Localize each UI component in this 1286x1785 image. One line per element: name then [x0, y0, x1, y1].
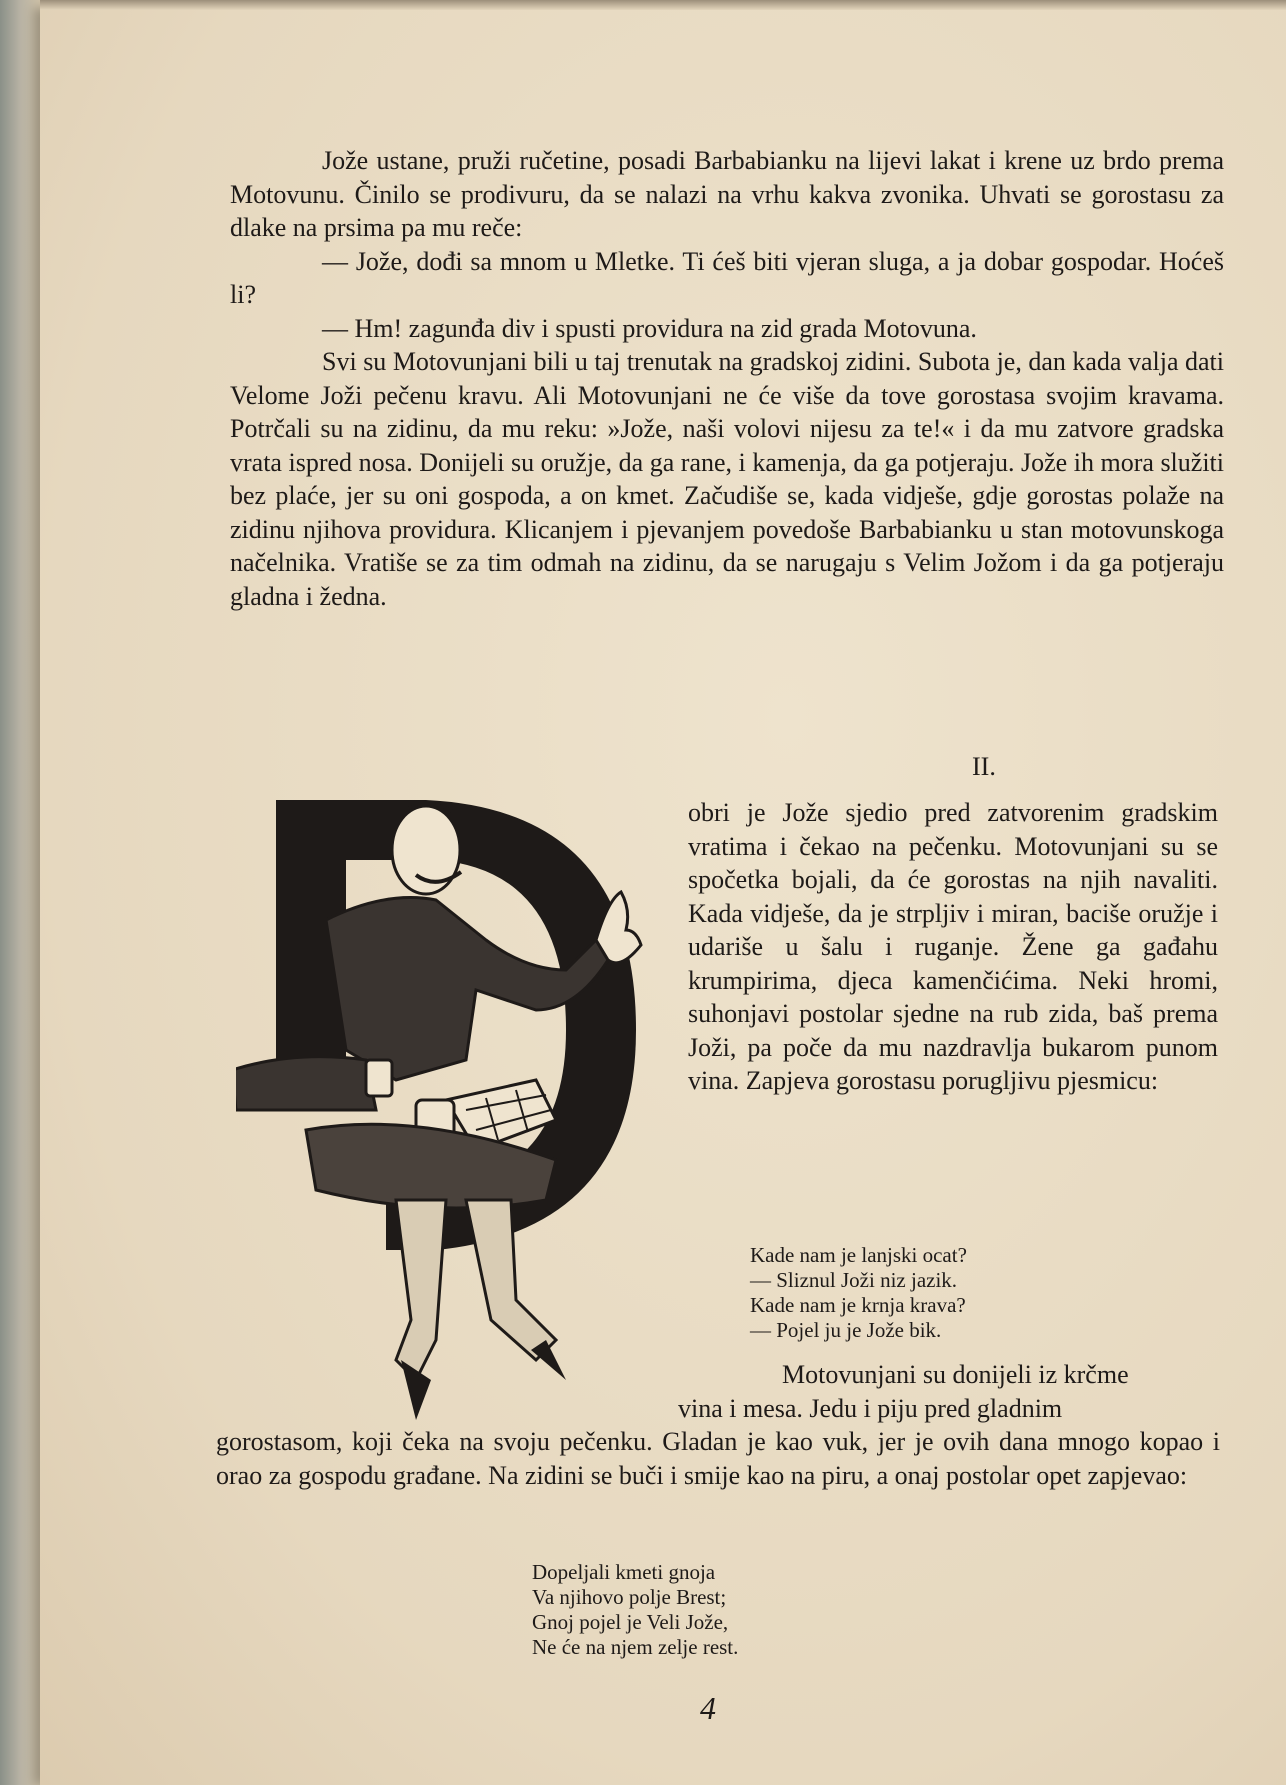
wrapped-paragraph-text: obri je Jože sjedio pred zatvorenim gradskim vratima i čekao na pečenku. Motovunjani su se spočetka bojali, da će gorostas na njih navaliti. Kada vidješe, da je strpljiv i miran, baciše oružje i udariše u šalu i ruganje. Žene ga gađahu krumpirima, djeca kamenčićima. Neki hromi, suhonjavi postolar sjedne na rub zida, baš prema Joži, pa poče da mu nazdravlja bukarom punom vina. Zapjeva gorostasu porugljivu pjesmicu:	[688, 798, 1218, 1095]
paragraph-3: — Hm! zagunđa div i spusti providura na zid grada Motovuna.	[322, 313, 977, 343]
page-top-edge	[40, 0, 1286, 10]
verse-1-line: — Sliznul Joži niz jazik.	[750, 1268, 958, 1292]
giant-leg-right	[466, 1200, 556, 1360]
giant-kilt	[306, 1124, 556, 1208]
paragraph-1: Jože ustane, pruži ručetine, posadi Barbabianku na lijevi lakat i krene uz brdo prema Motovunu. Činilo se prodivuru, da se nalazi na vrhu kakva zvonika. Uhvati se gorostasu za dlake na prsima pa mu reče:	[230, 146, 1224, 242]
wine-glass	[366, 1060, 392, 1096]
verse-2-line: Gnoj pojel je Veli Jože,	[532, 1610, 729, 1634]
bottom-paragraph-line-1: Motovunjani su donijeli iz krčme	[782, 1360, 1129, 1389]
bottom-paragraph-line-2: vina i mesa. Jedu i piju pred gladnim	[678, 1393, 1063, 1423]
verse-2-line: Ne će na njem zelje rest.	[532, 1635, 739, 1659]
verse-1-line: Kade nam je lanjski ocat?	[750, 1243, 967, 1267]
bottom-paragraph-rest: gorostasom, koji čeka na svoju pečenku. Gladan je kao vuk, jer je ovih dana mnogo kopao i orao za gospodu građane. Na zidini se buči i smije kao na piru, a onaj postolar opet zapjevao:	[216, 1427, 1220, 1490]
book-gutter-edge	[0, 0, 40, 1785]
paragraph-4: Svi su Motovunjani bili u taj trenutak na gradskoj zidini. Subota je, dan kada valja dati Velome Joži pečenu kravu. Ali Motovunjani ne će više da tove gorostasa svojim kravama. Potrčali su na zidinu, da mu reku: »Jože, naši volovi nijesu za te!« i da mu zatvore gradska vrata ispred nosa. Donijeli su oružje, da ga rane, i kamenja, da ga potjeraju. Jože ih mora služiti bez plaće, jer su oni gospoda, a on kmet. Začudiše se, kada vidješe, gdje gorostas polaže na zidinu njihova providura. Klicanjem i pjevanjem povedoše Barbabianku u stan motovunskoga načelnika. Vratiše se za tim odmah na zidinu, da se narugaju s Velim Jožom i da ga potjeraju gladna i žedna.	[230, 347, 1224, 611]
verse-2-line: Va njihovo polje Brest;	[532, 1585, 727, 1609]
verse-2-line: Dopeljali kmeti gnoja	[532, 1560, 716, 1584]
verse-1-line: Kade nam je krnja krava?	[750, 1293, 966, 1317]
giant-arm	[236, 1057, 376, 1110]
initial-letter-illustration	[236, 780, 656, 1420]
wrapped-paragraph	[688, 796, 1218, 1098]
page-number: 4	[700, 1690, 716, 1726]
main-text-block	[230, 144, 1224, 613]
giant-leg-left	[396, 1200, 446, 1380]
chapter-number: II.	[972, 752, 996, 781]
verse-2	[532, 1560, 738, 1660]
paragraph-2: — Jože, dođi sa mnom u Mletke. Ti ćeš biti vjeran sluga, a ja dobar gospodar. Hoćeš li?	[230, 246, 1224, 309]
verse-1-line: — Pojel ju je Jože bik.	[750, 1318, 942, 1342]
verse-1	[750, 1243, 967, 1343]
bottom-paragraph	[216, 1358, 1220, 1492]
